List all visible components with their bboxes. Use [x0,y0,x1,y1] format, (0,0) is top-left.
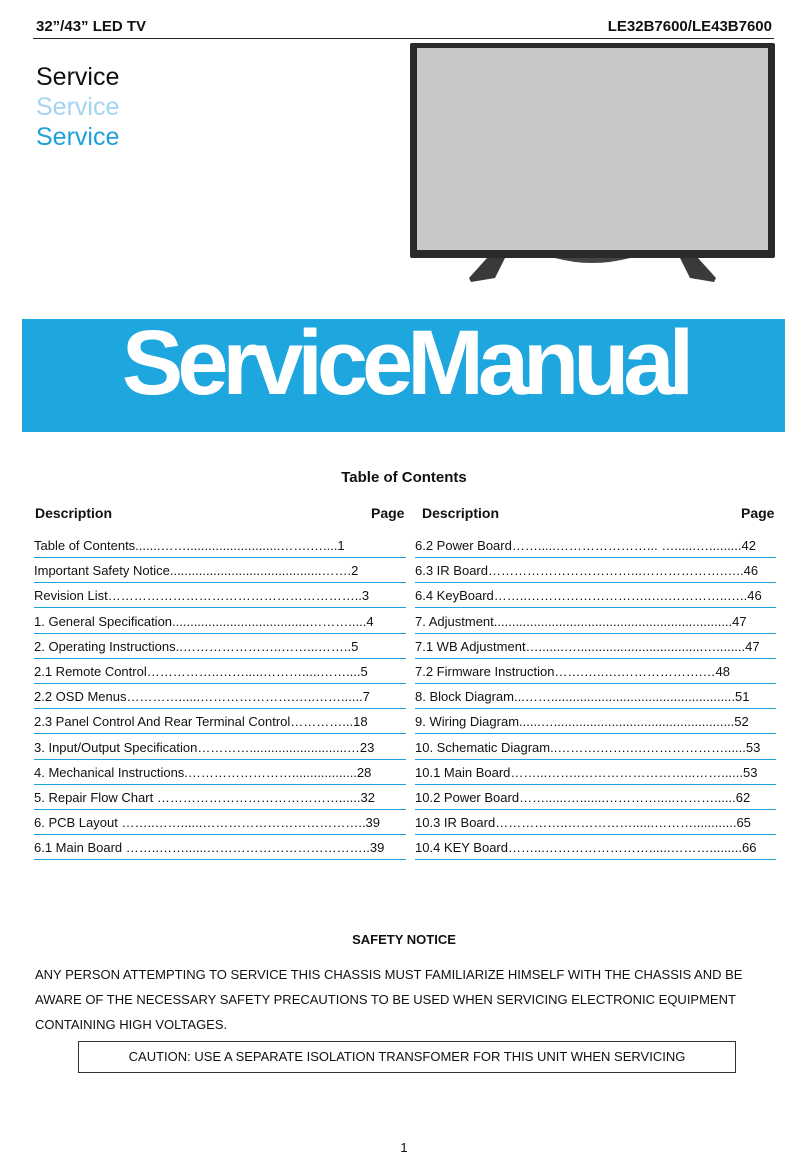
toc-entry: 3. Input/Output Specification…………...........................…23 [34,739,406,764]
toc-left-description-heading: Description [35,505,113,521]
toc-entry: 10.1 Main Board……...……..……………………...……......53 [415,764,776,789]
service-word-blue: Service [36,123,120,151]
toc-entry: 7. Adjustment..................................................................47 [415,613,776,638]
toc-entry: 9. Wiring Diagram......…..................................................52 [415,713,776,738]
toc-entry: Important Safety Notice..........................................…….2 [34,562,406,587]
tv-left-stand [469,258,505,282]
toc-entry: 6. PCB Layout ……..……......………………………………..39 [34,814,406,839]
toc-left-column [34,537,406,864]
toc-entry: 6.2 Power Board…….....…………………... …......….........42 [415,537,776,562]
banner-title: ServiceManual [121,319,689,414]
tv-screen [417,48,768,250]
toc-entry: 5. Repair Flow Chart ……………………………………......32 [34,789,406,814]
toc-entry: 2.3 Panel Control And Rear Terminal Control…………...18 [34,713,406,738]
header-model-size: 32”/43” LED TV [36,18,147,35]
toc-entry: 4. Mechanical Instructions.……………………..................28 [34,764,406,789]
toc-entry: Table of Contents.......……..........................…….…....1 [34,537,406,562]
service-word-light-blue: Service [36,93,120,121]
header-rule [33,38,774,39]
toc-entry: 6.3 IR Board……………………………...……………….…..46 [415,562,776,587]
toc-entry: 10.2 Power Board……......….......………….....………......62 [415,789,776,814]
toc-entry: 7.2 Firmware Instruction…….…..….……………….…48 [415,663,776,688]
toc-entry: 6.4 KeyBoard……..………………………..….…………..…..46 [415,587,776,612]
service-manual-banner [22,319,785,432]
header-model-number: LE32B7600/LE43B7600 [607,18,772,35]
toc-entry: 1. General Specification......................................……….....4 [34,613,406,638]
toc-entry: 7.1 WB Adjustment….......…...................................…........47 [415,638,776,663]
toc-right-column [415,537,776,864]
toc-entry: Revision List…………………………………………………..3 [34,587,406,612]
toc-entry: 2.2 OSD Menus…………......………………….…..……......7 [34,688,406,713]
safety-notice-title: SAFETY NOTICE [352,932,456,947]
toc-right-description-heading: Description [422,505,500,521]
toc-entry: 6.1 Main Board ……..……......………………………………..39 [34,839,406,864]
caution-box: CAUTION: USE A SEPARATE ISOLATION TRANSFOMER FOR THIS UNIT WHEN SERVICING [78,1041,736,1073]
toc-entry: 2. Operating Instructions..…………………..……...……..5 [34,638,406,663]
toc-right-page-heading: Page [741,505,775,521]
toc-title: Table of Contents [341,469,467,486]
toc-entry: 10. Schematic Diagram..……….…….….………………......53 [415,739,776,764]
page-number: 1 [400,1140,408,1155]
tv-right-stand [680,258,716,282]
safety-notice-text: ANY PERSON ATTEMPTING TO SERVICE THIS CHASSIS MUST FAMILIARIZE HIMSELF WITH THE CHASSIS AND BE AWARE OF THE NECESSARY SAFETY PRECAUTIONS TO BE USED WHEN SERVICING ELECTRONIC EQUIPMENT CONTAINING HIGH VOLTAGES. [35,967,743,1032]
toc-entry: 2.1 Remote Control……………..…….....……….....……....5 [34,663,406,688]
toc-entry: 8. Block Diagram...……...................................................51 [415,688,776,713]
toc-entry: 10.4 KEY Board……...……………………......……….........66 [415,839,776,864]
toc-entry: 10.3 IR Board……………..……………......………............65 [415,814,776,839]
service-word-black: Service [36,63,120,91]
tv-logo-strip [555,258,630,263]
toc-left-page-heading: Page [371,505,405,521]
tv-illustration [405,40,780,285]
